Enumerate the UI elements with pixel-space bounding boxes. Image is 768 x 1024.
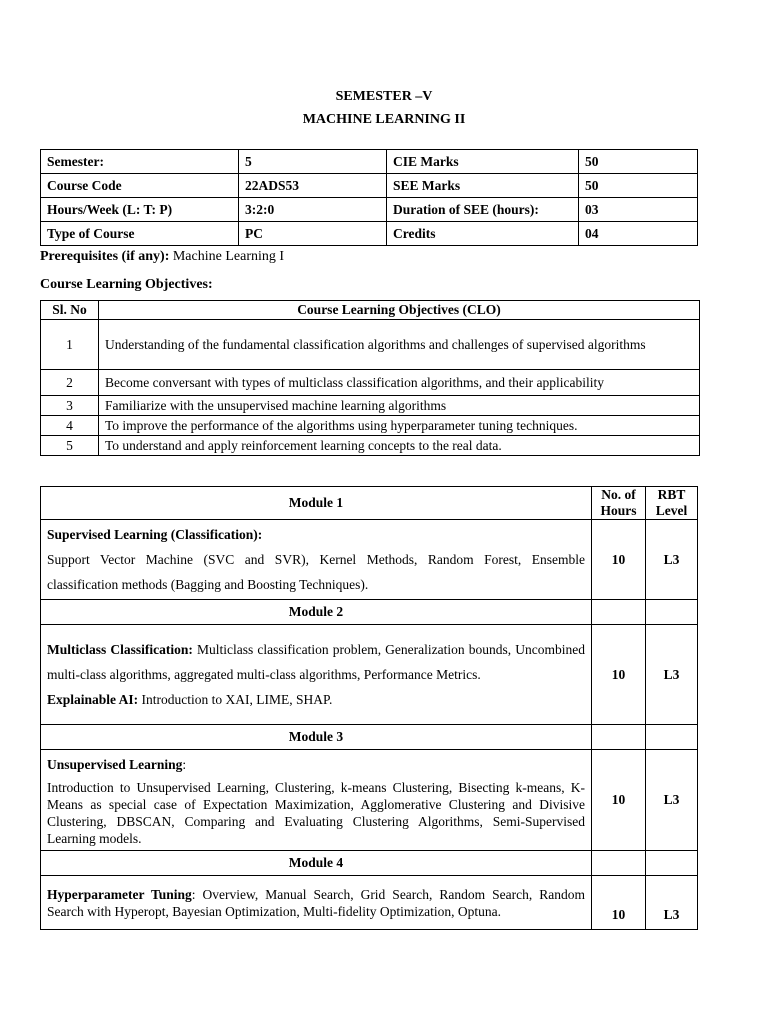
clo-row: [41, 416, 700, 436]
module-3-title-row: [41, 725, 698, 750]
info-cell: Duration of SEE (hours):: [387, 198, 579, 222]
semester-title: SEMESTER –V: [335, 89, 433, 104]
clo-table: [40, 300, 700, 456]
clo-text: To improve the performance of the algorithms using hyperparameter tuning techniques.: [99, 416, 700, 436]
module-1-text: Support Vector Machine (SVC and SVR), Kernel Methods, Random Forest, Ensemble classification methods (Bagging and Boosting Techniques).: [47, 552, 585, 592]
course-title: MACHINE LEARNING II: [302, 112, 466, 127]
module-4-heading: Hyperparameter Tuning: [47, 886, 192, 902]
module-1-row: [41, 520, 698, 600]
module-2-title: Module 2: [41, 600, 592, 625]
empty-cell: [592, 725, 646, 750]
clo-number: 4: [41, 416, 99, 436]
module-4-title-row: [41, 851, 698, 876]
empty-cell: [592, 851, 646, 876]
clo-row: [41, 320, 700, 370]
prerequisites-label: Prerequisites (if any):: [40, 249, 170, 264]
info-cell: Type of Course: [41, 222, 239, 246]
module-2-text: Multiclass classification problem, Generalization bounds, Uncombined multi-class algorithms, aggregated multi-class algorithms, Performance Metrics.: [47, 642, 585, 682]
clo-number: 1: [41, 320, 99, 370]
clo-header-slno: Sl. No: [41, 301, 99, 320]
module-1-hours: 10: [592, 520, 646, 600]
empty-cell: [646, 600, 698, 625]
empty-cell: [592, 600, 646, 625]
module-4-text: : Overview, Manual Search, Grid Search, Random Search, Random Search with Hyperopt, Bayesian Optimization, Multi-fidelity Optimization, Optuna.: [47, 886, 585, 919]
module-2-hours: 10: [592, 625, 646, 725]
clo-text: Familiarize with the unsupervised machine learning algorithms: [99, 396, 700, 416]
info-cell: PC: [239, 222, 387, 246]
info-cell: 22ADS53: [239, 174, 387, 198]
module-4-title: Module 4: [41, 851, 592, 876]
module-3-heading-suffix: :: [182, 757, 187, 772]
module-2-content: [41, 625, 592, 725]
info-cell: 3:2:0: [239, 198, 387, 222]
clo-text: Understanding of the fundamental classification algorithms and challenges of supervised algorithms: [99, 320, 700, 370]
info-cell: 5: [239, 150, 387, 174]
module-3-rbt: L3: [646, 750, 698, 851]
clo-number: 2: [41, 370, 99, 396]
info-row: [41, 150, 698, 174]
clo-header-row: [41, 301, 700, 320]
module-1-heading: Supervised Learning (Classification):: [47, 527, 263, 542]
module-2-rbt: L3: [646, 625, 698, 725]
clo-heading: Course Learning Objectives:: [40, 277, 213, 292]
info-cell: Credits: [387, 222, 579, 246]
module-4-paragraph: [47, 886, 585, 920]
module-1-title: Module 1: [41, 487, 592, 520]
module-2-heading: Multiclass Classification:: [47, 642, 193, 657]
info-cell: Semester:: [41, 150, 239, 174]
prerequisites: [40, 249, 284, 265]
clo-row: [41, 370, 700, 396]
hours-column-header: No. of Hours: [592, 487, 646, 520]
course-info-table: [40, 149, 698, 246]
module-3-row: [41, 750, 698, 851]
info-row: [41, 174, 698, 198]
module-1-content: [41, 520, 592, 600]
module-3-title: Module 3: [41, 725, 592, 750]
info-cell: 04: [579, 222, 698, 246]
empty-cell: [646, 725, 698, 750]
clo-number: 3: [41, 396, 99, 416]
module-3-hours: 10: [592, 750, 646, 851]
info-cell: SEE Marks: [387, 174, 579, 198]
clo-text: To understand and apply reinforcement learning concepts to the real data.: [99, 436, 700, 456]
module-2-heading-2: Explainable AI:: [47, 692, 139, 707]
clo-row: [41, 436, 700, 456]
info-cell: 03: [579, 198, 698, 222]
modules-header-row: [41, 487, 698, 520]
info-cell: 50: [579, 150, 698, 174]
prerequisites-value: Machine Learning I: [169, 249, 285, 264]
module-3-text: Introduction to Unsupervised Learning, Clustering, k-means Clustering, Bisecting k-means, K-Means as special case of Expectation Maximization, Agglomerative Clustering and Divisive Clustering, DBSCAN, Comparing and Evaluating Clustering Algorithms, Semi-Supervised Learning models.: [47, 780, 585, 846]
module-4-hours: 10: [592, 876, 646, 930]
module-3-content: [41, 750, 592, 851]
info-cell: Hours/Week (L: T: P): [41, 198, 239, 222]
empty-cell: [646, 851, 698, 876]
info-cell: CIE Marks: [387, 150, 579, 174]
rbt-column-header: RBT Level: [646, 487, 698, 520]
module-4-row: [41, 876, 698, 930]
clo-text: Become conversant with types of multiclass classification algorithms, and their applicability: [99, 370, 700, 396]
module-2-paragraph: [47, 637, 585, 687]
module-4-content: [41, 876, 592, 930]
info-cell: 50: [579, 174, 698, 198]
clo-number: 5: [41, 436, 99, 456]
info-row: [41, 222, 698, 246]
modules-table: [40, 486, 698, 930]
module-3-heading-line: [47, 753, 585, 777]
module-2-paragraph-2: [47, 687, 585, 712]
info-row: [41, 198, 698, 222]
clo-row: [41, 396, 700, 416]
module-1-rbt: L3: [646, 520, 698, 600]
module-4-rbt: L3: [646, 876, 698, 930]
module-3-heading: Unsupervised Learning: [47, 757, 183, 772]
module-2-title-row: [41, 600, 698, 625]
module-2-text-2: Introduction to XAI, LIME, SHAP.: [138, 692, 333, 707]
info-cell: Course Code: [41, 174, 239, 198]
clo-header-objective: Course Learning Objectives (CLO): [99, 301, 700, 320]
module-2-row: [41, 625, 698, 725]
